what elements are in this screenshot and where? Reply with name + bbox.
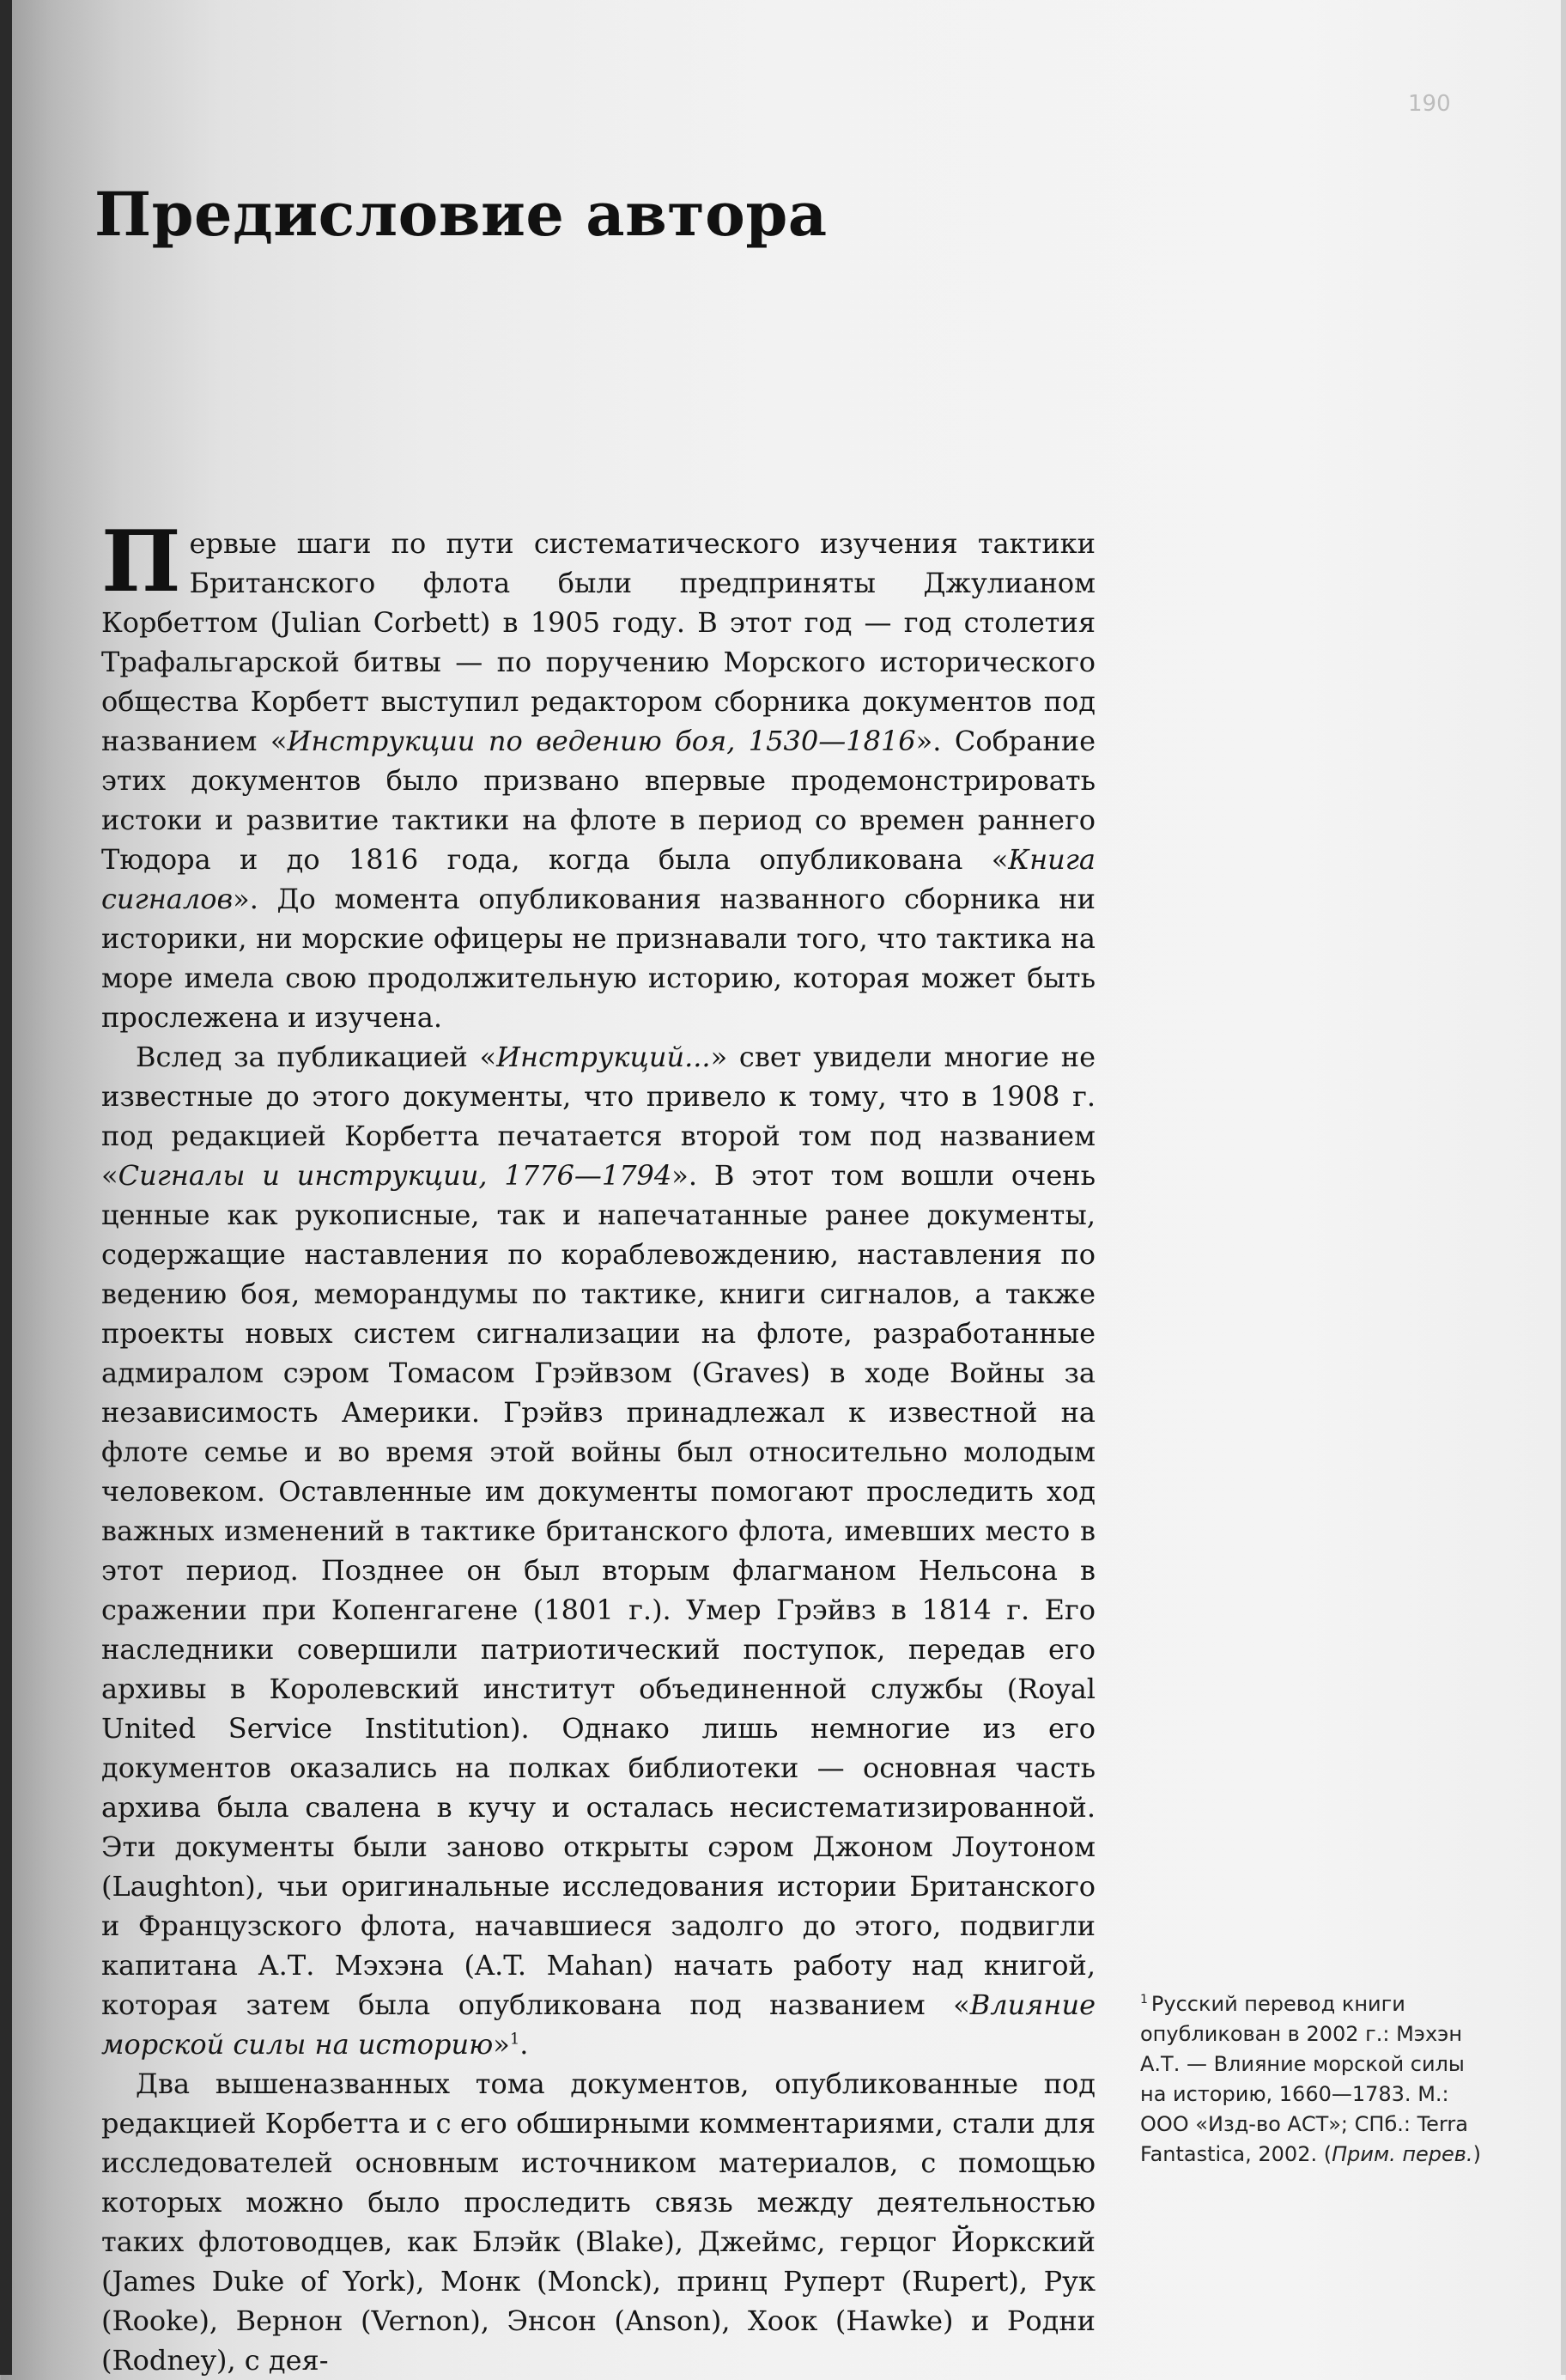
book-spine-shadow [0, 0, 12, 2375]
paragraph-1-text-a: ервые шаги по пути систематического изучения тактики Британского флота были предприняты Джулианом Корбеттом (Julian Corbett) в 1905 году. В этот год — год столетия Трафальгарской битвы — по поручению Морского исторического общества Корбетт выступил редактором сборника документов под названием « [101, 527, 1096, 757]
page-title: Предисловие автора [94, 179, 828, 250]
footnote-mark: 1 [1140, 1993, 1148, 2007]
paragraph-2-text-b: » свет увидели многие не известные до этого документы, что привело к тому, что в 1908 г. под редакцией Корбетта печатается второй том под названием « [101, 1041, 1096, 1192]
paragraph-2-italic-title-b: Сигналы и инструкции, 1776—1794 [118, 1159, 672, 1192]
footnote-text-a: Русский перевод книги опубликован в 2002 г.: Мэхэн А.Т. — Влияние морской силы на историю, 1660—1783. М.: ООО «Изд-во АСТ»; СПб.: Terra Fantastica, 2002. ( [1140, 1992, 1468, 2166]
paragraph-3: Два вышеназванных тома документов, опубликованные под редакцией Корбетта и с его обширными комментариями, стали для исследователей основным источником материалов, с помощью которых можно было проследить связь между деятельностью таких флотоводцев, как Блэйк (Blake), Джеймс, герцог Йоркский (James Duke of York), Монк (Monck), принц Руперт (Rupert), Рук (Rooke), Вернон (Vernon), Энсон (Anson), Хоок (Hawke) и Родни (Rodney), с дея- [101, 2067, 1096, 2377]
footnote-italic-note: Прим. перев. [1332, 2142, 1473, 2166]
footnote-text-b: ) [1472, 2142, 1481, 2166]
drop-cap: П [101, 513, 181, 611]
paragraph-2-text-d: » [493, 2028, 510, 2061]
paragraph-1 [101, 513, 1096, 1037]
paragraph-2-text-e: . [519, 2028, 529, 2061]
page-number: 190 [1408, 91, 1451, 117]
paragraph-1-italic-title-b: Книга сигналов [101, 843, 1096, 915]
paragraph-2 [101, 1037, 1096, 2064]
paragraph-2-italic-title-a: Инструкций... [496, 1041, 711, 1073]
page-edge [1561, 0, 1566, 2375]
paragraph-1-text-c: ». До момента опубликования названного сборника ни историки, ни морские офицеры не признавали того, что тактика на море имела свою продолжительную историю, которая может быть прослежена и изучена. [101, 883, 1096, 1034]
paragraph-1-italic-title-a: Инструкции по ведению боя, 1530—1816 [287, 725, 916, 757]
paragraph-1-text-b: ». Собрание этих документов было призвано впервые продемонстрировать истоки и развитие тактики на флоте в период со времен раннего Тюдора и до 1816 года, когда была опубликована « [101, 725, 1096, 876]
paragraph-2-text-a: Вслед за публикацией « [136, 1041, 497, 1073]
footnote [1140, 1985, 1492, 2170]
main-text [101, 513, 1096, 2380]
footnote-reference: 1 [509, 2030, 520, 2049]
paragraph-2-text-c: ». В этот том вошли очень ценные как рукописные, так и напечатанные ранее документы, содержащие наставления по кораблевождению, наставления по ведению боя, меморандумы по тактике, книги сигналов, а также проекты новых систем сигнализации на флоте, разработанные адмиралом сэром Томасом Грэйвзом (Graves) в ходе Войны за независимость Америки. Грэйвз принадлежал к известной на флоте семье и во время этой войны был относительно молодым человеком. Оставленные им документы помогают проследить ход важных изменений в тактике британского флота, имевших место в этот период. Позднее он был вторым флагманом Нельсона в сражении при Копенгагене (1801 г.). Умер Грэйвз в 1814 г. Его наследники совершили патриотический поступок, передав его архивы в Королевский институт объединенной службы (Royal United Service Institution). Однако лишь немногие из его документов оказались на полках библиотеки — основная часть архива была свалена в кучу и осталась несистематизированной. Эти документы были заново открыты сэром Джоном Лоутоном (Laughton), чьи оригинальные исследования истории Британского и Французского флота, начавшиеся задолго до этого, подвигли капитана А.Т. Мэхэна (A.T. Mahan) начать работу над книгой, которая затем была опубликована под названием « [101, 1159, 1096, 2021]
paragraph-2-italic-title-c: Влияние морской силы на историю [101, 1988, 1096, 2061]
